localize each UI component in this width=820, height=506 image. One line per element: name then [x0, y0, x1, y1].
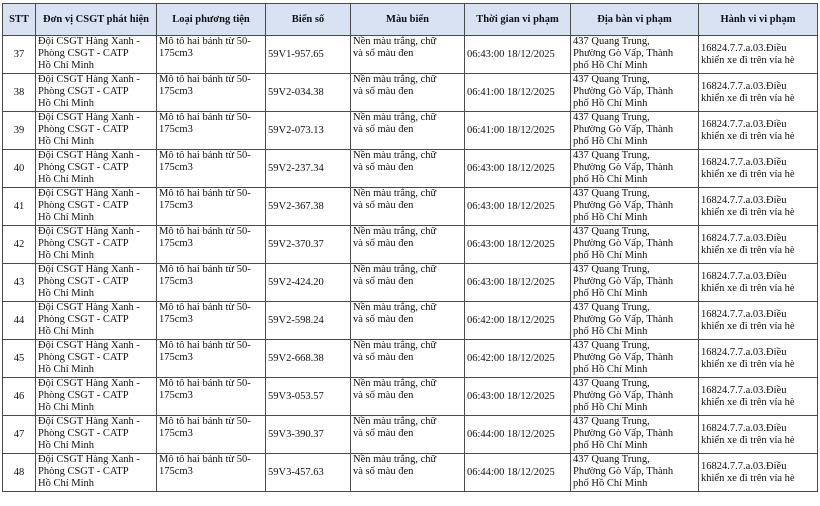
cell-place-line: 437 Quang Trung, [573, 74, 650, 85]
table-row [3, 340, 818, 378]
cell-unit-line: Đội CSGT Hàng Xanh - [38, 302, 140, 313]
cell-plate-color [351, 454, 465, 492]
cell-vehicle [157, 226, 266, 264]
cell-plate: 59V2-073.13 [266, 112, 351, 150]
table-row [3, 378, 818, 416]
cell-violation-line: khiển xe đi trên vỉa hè [701, 92, 795, 104]
cell-stt: 47 [3, 416, 36, 454]
cell-vehicle-line: Mô tô hai bánh từ 50- [159, 264, 251, 275]
cell-plate-color-line: và số màu đen [353, 238, 414, 249]
cell-place [571, 416, 699, 454]
cell-violation [699, 150, 818, 188]
cell-place-line: phố Hồ Chí Minh [573, 212, 648, 223]
cell-vehicle [157, 264, 266, 302]
cell-time: 06:41:00 18/12/2025 [465, 112, 571, 150]
cell-violation-line: khiển xe đi trên vỉa hè [701, 54, 795, 66]
cell-place-line: 437 Quang Trung, [573, 36, 650, 47]
cell-time: 06:43:00 18/12/2025 [465, 378, 571, 416]
header-stt: STT [3, 4, 36, 36]
cell-place-line: Phường Gò Vấp, Thành [573, 466, 674, 477]
cell-plate-color-line: Nền màu trắng, chữ [353, 416, 437, 427]
table-body [3, 36, 818, 492]
cell-unit-line: Phòng CSGT - CATP [38, 276, 129, 287]
cell-vehicle [157, 454, 266, 492]
cell-place [571, 264, 699, 302]
cell-unit-line: Hồ Chí Minh [38, 60, 95, 71]
cell-violation-line: 16824.7.7.a.03.Điều [701, 422, 787, 434]
cell-plate-color-line: Nền màu trắng, chữ [353, 302, 437, 313]
cell-place [571, 150, 699, 188]
cell-place-line: Phường Gò Vấp, Thành [573, 200, 674, 211]
table-row [3, 112, 818, 150]
cell-vehicle-line: 175cm3 [159, 124, 193, 135]
cell-violation [699, 340, 818, 378]
cell-unit-line: Hồ Chí Minh [38, 478, 95, 489]
cell-vehicle [157, 378, 266, 416]
cell-violation [699, 188, 818, 226]
cell-plate: 59V2-598.24 [266, 302, 351, 340]
cell-plate-color [351, 264, 465, 302]
cell-vehicle-line: Mô tô hai bánh từ 50- [159, 188, 251, 199]
cell-violation [699, 36, 818, 74]
cell-time: 06:41:00 18/12/2025 [465, 74, 571, 112]
cell-vehicle-line: Mô tô hai bánh từ 50- [159, 454, 251, 465]
cell-vehicle-line: 175cm3 [159, 390, 193, 401]
cell-vehicle-line: 175cm3 [159, 162, 193, 173]
cell-unit-line: Hồ Chí Minh [38, 364, 95, 375]
cell-vehicle-line: Mô tô hai bánh từ 50- [159, 74, 251, 85]
cell-vehicle-line: 175cm3 [159, 48, 193, 59]
cell-stt: 48 [3, 454, 36, 492]
cell-vehicle-line: Mô tô hai bánh từ 50- [159, 112, 251, 123]
cell-place-line: phố Hồ Chí Minh [573, 364, 648, 375]
cell-plate-color-line: Nền màu trắng, chữ [353, 188, 437, 199]
cell-unit-line: Đội CSGT Hàng Xanh - [38, 112, 140, 123]
cell-unit [36, 36, 157, 74]
cell-unit [36, 264, 157, 302]
violations-table [2, 3, 818, 492]
cell-stt: 39 [3, 112, 36, 150]
cell-plate-color-line: Nền màu trắng, chữ [353, 340, 437, 351]
cell-plate-color-line: và số màu đen [353, 48, 414, 59]
cell-place-line: phố Hồ Chí Minh [573, 60, 648, 71]
cell-place-line: Phường Gò Vấp, Thành [573, 238, 674, 249]
cell-violation [699, 302, 818, 340]
cell-plate-color-line: và số màu đen [353, 124, 414, 135]
cell-violation-line: khiển xe đi trên vỉa hè [701, 396, 795, 408]
cell-place-line: 437 Quang Trung, [573, 378, 650, 389]
cell-unit-line: Hồ Chí Minh [38, 440, 95, 451]
cell-place-line: Phường Gò Vấp, Thành [573, 276, 674, 287]
cell-plate-color [351, 74, 465, 112]
cell-place-line: phố Hồ Chí Minh [573, 326, 648, 337]
cell-violation-line: 16824.7.7.a.03.Điều [701, 460, 787, 472]
cell-stt: 41 [3, 188, 36, 226]
cell-vehicle-line: Mô tô hai bánh từ 50- [159, 36, 251, 47]
cell-stt: 45 [3, 340, 36, 378]
header-time: Thời gian vi phạm [465, 4, 571, 36]
cell-stt: 44 [3, 302, 36, 340]
cell-stt: 46 [3, 378, 36, 416]
cell-plate-color-line: và số màu đen [353, 466, 414, 477]
cell-place-line: phố Hồ Chí Minh [573, 98, 648, 109]
cell-violation-line: khiển xe đi trên vỉa hè [701, 320, 795, 332]
cell-unit-line: Đội CSGT Hàng Xanh - [38, 226, 140, 237]
cell-plate: 59V3-053.57 [266, 378, 351, 416]
table-row [3, 74, 818, 112]
cell-place [571, 454, 699, 492]
cell-vehicle [157, 302, 266, 340]
cell-vehicle-line: 175cm3 [159, 466, 193, 477]
cell-unit-line: Hồ Chí Minh [38, 402, 95, 413]
header-unit: Đơn vị CSGT phát hiện [36, 4, 157, 36]
cell-time: 06:43:00 18/12/2025 [465, 264, 571, 302]
cell-plate-color-line: và số màu đen [353, 428, 414, 439]
cell-unit [36, 112, 157, 150]
cell-place-line: Phường Gò Vấp, Thành [573, 124, 674, 135]
cell-stt: 40 [3, 150, 36, 188]
cell-unit-line: Phòng CSGT - CATP [38, 238, 129, 249]
header-row [3, 4, 818, 36]
cell-place-line: 437 Quang Trung, [573, 416, 650, 427]
cell-plate-color [351, 302, 465, 340]
header-violation: Hành vi vi phạm [699, 4, 818, 36]
cell-vehicle [157, 74, 266, 112]
cell-unit-line: Đội CSGT Hàng Xanh - [38, 74, 140, 85]
cell-place [571, 188, 699, 226]
cell-violation-line: 16824.7.7.a.03.Điều [701, 118, 787, 130]
cell-place-line: 437 Quang Trung, [573, 112, 650, 123]
table-row [3, 302, 818, 340]
cell-unit-line: Đội CSGT Hàng Xanh - [38, 340, 140, 351]
cell-place-line: 437 Quang Trung, [573, 226, 650, 237]
header-vehicle: Loại phương tiện [157, 4, 266, 36]
cell-violation-line: 16824.7.7.a.03.Điều [701, 42, 787, 54]
cell-unit-line: Hồ Chí Minh [38, 136, 95, 147]
cell-unit-line: Đội CSGT Hàng Xanh - [38, 416, 140, 427]
cell-violation [699, 74, 818, 112]
cell-unit [36, 416, 157, 454]
cell-vehicle-line: 175cm3 [159, 314, 193, 325]
cell-plate: 59V2-367.38 [266, 188, 351, 226]
cell-unit-line: Phòng CSGT - CATP [38, 162, 129, 173]
cell-plate-color-line: và số màu đen [353, 314, 414, 325]
table-row [3, 188, 818, 226]
header-plate-color: Màu biển [351, 4, 465, 36]
cell-violation-line: 16824.7.7.a.03.Điều [701, 346, 787, 358]
cell-place [571, 74, 699, 112]
cell-place-line: 437 Quang Trung, [573, 150, 650, 161]
cell-plate-color-line: và số màu đen [353, 390, 414, 401]
cell-plate-color [351, 416, 465, 454]
cell-violation-line: 16824.7.7.a.03.Điều [701, 308, 787, 320]
cell-time: 06:43:00 18/12/2025 [465, 36, 571, 74]
cell-plate: 59V2-668.38 [266, 340, 351, 378]
table-row [3, 416, 818, 454]
cell-violation-line: khiển xe đi trên vỉa hè [701, 244, 795, 256]
cell-vehicle-line: 175cm3 [159, 86, 193, 97]
cell-plate: 59V2-237.34 [266, 150, 351, 188]
cell-place [571, 226, 699, 264]
cell-unit [36, 188, 157, 226]
cell-vehicle-line: Mô tô hai bánh từ 50- [159, 340, 251, 351]
cell-place-line: Phường Gò Vấp, Thành [573, 86, 674, 97]
cell-plate-color [351, 188, 465, 226]
cell-violation-line: khiển xe đi trên vỉa hè [701, 206, 795, 218]
cell-time: 06:44:00 18/12/2025 [465, 416, 571, 454]
cell-place-line: 437 Quang Trung, [573, 454, 650, 465]
cell-place-line: phố Hồ Chí Minh [573, 174, 648, 185]
cell-stt: 43 [3, 264, 36, 302]
cell-place-line: Phường Gò Vấp, Thành [573, 390, 674, 401]
cell-unit-line: Phòng CSGT - CATP [38, 314, 129, 325]
cell-unit-line: Hồ Chí Minh [38, 288, 95, 299]
cell-plate-color-line: Nền màu trắng, chữ [353, 454, 437, 465]
cell-violation [699, 378, 818, 416]
cell-vehicle-line: Mô tô hai bánh từ 50- [159, 302, 251, 313]
cell-plate-color [351, 226, 465, 264]
cell-place-line: Phường Gò Vấp, Thành [573, 352, 674, 363]
table-row [3, 226, 818, 264]
cell-place-line: Phường Gò Vấp, Thành [573, 48, 674, 59]
cell-vehicle-line: 175cm3 [159, 428, 193, 439]
cell-unit [36, 150, 157, 188]
cell-vehicle [157, 112, 266, 150]
cell-time: 06:42:00 18/12/2025 [465, 340, 571, 378]
cell-time: 06:44:00 18/12/2025 [465, 454, 571, 492]
cell-unit-line: Hồ Chí Minh [38, 174, 95, 185]
cell-unit-line: Phòng CSGT - CATP [38, 390, 129, 401]
cell-unit-line: Đội CSGT Hàng Xanh - [38, 378, 140, 389]
cell-unit-line: Đội CSGT Hàng Xanh - [38, 188, 140, 199]
cell-violation-line: 16824.7.7.a.03.Điều [701, 384, 787, 396]
cell-vehicle [157, 150, 266, 188]
cell-plate-color [351, 340, 465, 378]
cell-place-line: Phường Gò Vấp, Thành [573, 162, 674, 173]
cell-place-line: phố Hồ Chí Minh [573, 288, 648, 299]
cell-plate-color-line: và số màu đen [353, 86, 414, 97]
cell-violation-line: khiển xe đi trên vỉa hè [701, 130, 795, 142]
cell-plate-color-line: Nền màu trắng, chữ [353, 112, 437, 123]
cell-stt: 42 [3, 226, 36, 264]
cell-plate-color [351, 36, 465, 74]
cell-place-line: Phường Gò Vấp, Thành [573, 314, 674, 325]
cell-plate-color-line: và số màu đen [353, 200, 414, 211]
cell-vehicle-line: Mô tô hai bánh từ 50- [159, 378, 251, 389]
cell-plate-color [351, 150, 465, 188]
cell-plate: 59V2-034.38 [266, 74, 351, 112]
cell-unit-line: Phòng CSGT - CATP [38, 466, 129, 477]
cell-stt: 38 [3, 74, 36, 112]
cell-violation [699, 264, 818, 302]
cell-plate-color-line: Nền màu trắng, chữ [353, 264, 437, 275]
cell-plate-color-line: và số màu đen [353, 162, 414, 173]
cell-plate-color-line: Nền màu trắng, chữ [353, 150, 437, 161]
cell-stt: 37 [3, 36, 36, 74]
cell-plate-color-line: Nền màu trắng, chữ [353, 74, 437, 85]
cell-place-line: phố Hồ Chí Minh [573, 402, 648, 413]
cell-vehicle-line: Mô tô hai bánh từ 50- [159, 150, 251, 161]
cell-vehicle [157, 36, 266, 74]
cell-place-line: 437 Quang Trung, [573, 264, 650, 275]
cell-violation-line: 16824.7.7.a.03.Điều [701, 270, 787, 282]
cell-unit [36, 226, 157, 264]
cell-vehicle-line: 175cm3 [159, 276, 193, 287]
cell-violation-line: 16824.7.7.a.03.Điều [701, 194, 787, 206]
cell-violation [699, 454, 818, 492]
cell-plate: 59V2-370.37 [266, 226, 351, 264]
cell-violation [699, 226, 818, 264]
cell-violation-line: khiển xe đi trên vỉa hè [701, 168, 795, 180]
cell-plate: 59V3-457.63 [266, 454, 351, 492]
cell-violation [699, 112, 818, 150]
cell-time: 06:43:00 18/12/2025 [465, 188, 571, 226]
cell-unit [36, 454, 157, 492]
cell-plate-color-line: và số màu đen [353, 352, 414, 363]
cell-time: 06:43:00 18/12/2025 [465, 150, 571, 188]
cell-unit-line: Phòng CSGT - CATP [38, 200, 129, 211]
cell-place [571, 378, 699, 416]
cell-vehicle-line: 175cm3 [159, 200, 193, 211]
table-row [3, 454, 818, 492]
table-row [3, 150, 818, 188]
cell-vehicle [157, 340, 266, 378]
cell-time: 06:43:00 18/12/2025 [465, 226, 571, 264]
cell-vehicle [157, 188, 266, 226]
cell-unit-line: Phòng CSGT - CATP [38, 428, 129, 439]
cell-violation-line: khiển xe đi trên vỉa hè [701, 358, 795, 370]
cell-unit [36, 340, 157, 378]
cell-vehicle [157, 416, 266, 454]
cell-violation-line: 16824.7.7.a.03.Điều [701, 232, 787, 244]
table-row [3, 264, 818, 302]
cell-plate-color [351, 112, 465, 150]
cell-plate: 59V3-390.37 [266, 416, 351, 454]
cell-unit-line: Đội CSGT Hàng Xanh - [38, 454, 140, 465]
header-place: Địa bàn vi phạm [571, 4, 699, 36]
cell-place [571, 340, 699, 378]
cell-place-line: phố Hồ Chí Minh [573, 250, 648, 261]
cell-place-line: phố Hồ Chí Minh [573, 478, 648, 489]
cell-place-line: phố Hồ Chí Minh [573, 136, 648, 147]
cell-place [571, 112, 699, 150]
cell-place-line: Phường Gò Vấp, Thành [573, 428, 674, 439]
cell-place-line: 437 Quang Trung, [573, 340, 650, 351]
cell-time: 06:42:00 18/12/2025 [465, 302, 571, 340]
cell-plate-color-line: Nền màu trắng, chữ [353, 36, 437, 47]
cell-place [571, 36, 699, 74]
cell-unit-line: Hồ Chí Minh [38, 326, 95, 337]
cell-violation-line: 16824.7.7.a.03.Điều [701, 80, 787, 92]
cell-violation-line: khiển xe đi trên vỉa hè [701, 282, 795, 294]
cell-place-line: 437 Quang Trung, [573, 188, 650, 199]
table-row [3, 36, 818, 74]
cell-violation [699, 416, 818, 454]
cell-unit [36, 302, 157, 340]
cell-unit-line: Phòng CSGT - CATP [38, 124, 129, 135]
cell-unit-line: Phòng CSGT - CATP [38, 48, 129, 59]
cell-unit-line: Phòng CSGT - CATP [38, 352, 129, 363]
cell-violation-line: 16824.7.7.a.03.Điều [701, 156, 787, 168]
cell-vehicle-line: Mô tô hai bánh từ 50- [159, 226, 251, 237]
cell-unit-line: Hồ Chí Minh [38, 212, 95, 223]
header-plate: Biển số [266, 4, 351, 36]
cell-vehicle-line: 175cm3 [159, 238, 193, 249]
cell-violation-line: khiển xe đi trên vỉa hè [701, 472, 795, 484]
cell-place [571, 302, 699, 340]
cell-unit-line: Hồ Chí Minh [38, 250, 95, 261]
cell-plate-color [351, 378, 465, 416]
cell-unit [36, 74, 157, 112]
cell-plate-color-line: và số màu đen [353, 276, 414, 287]
cell-unit-line: Đội CSGT Hàng Xanh - [38, 264, 140, 275]
cell-place-line: phố Hồ Chí Minh [573, 440, 648, 451]
cell-plate-color-line: Nền màu trắng, chữ [353, 226, 437, 237]
cell-plate-color-line: Nền màu trắng, chữ [353, 378, 437, 389]
cell-violation-line: khiển xe đi trên vỉa hè [701, 434, 795, 446]
cell-plate: 59V1-957.65 [266, 36, 351, 74]
cell-plate: 59V2-424.20 [266, 264, 351, 302]
cell-vehicle-line: 175cm3 [159, 352, 193, 363]
cell-unit-line: Phòng CSGT - CATP [38, 86, 129, 97]
cell-unit-line: Đội CSGT Hàng Xanh - [38, 36, 140, 47]
cell-unit-line: Đội CSGT Hàng Xanh - [38, 150, 140, 161]
cell-unit-line: Hồ Chí Minh [38, 98, 95, 109]
cell-unit [36, 378, 157, 416]
cell-vehicle-line: Mô tô hai bánh từ 50- [159, 416, 251, 427]
cell-place-line: 437 Quang Trung, [573, 302, 650, 313]
